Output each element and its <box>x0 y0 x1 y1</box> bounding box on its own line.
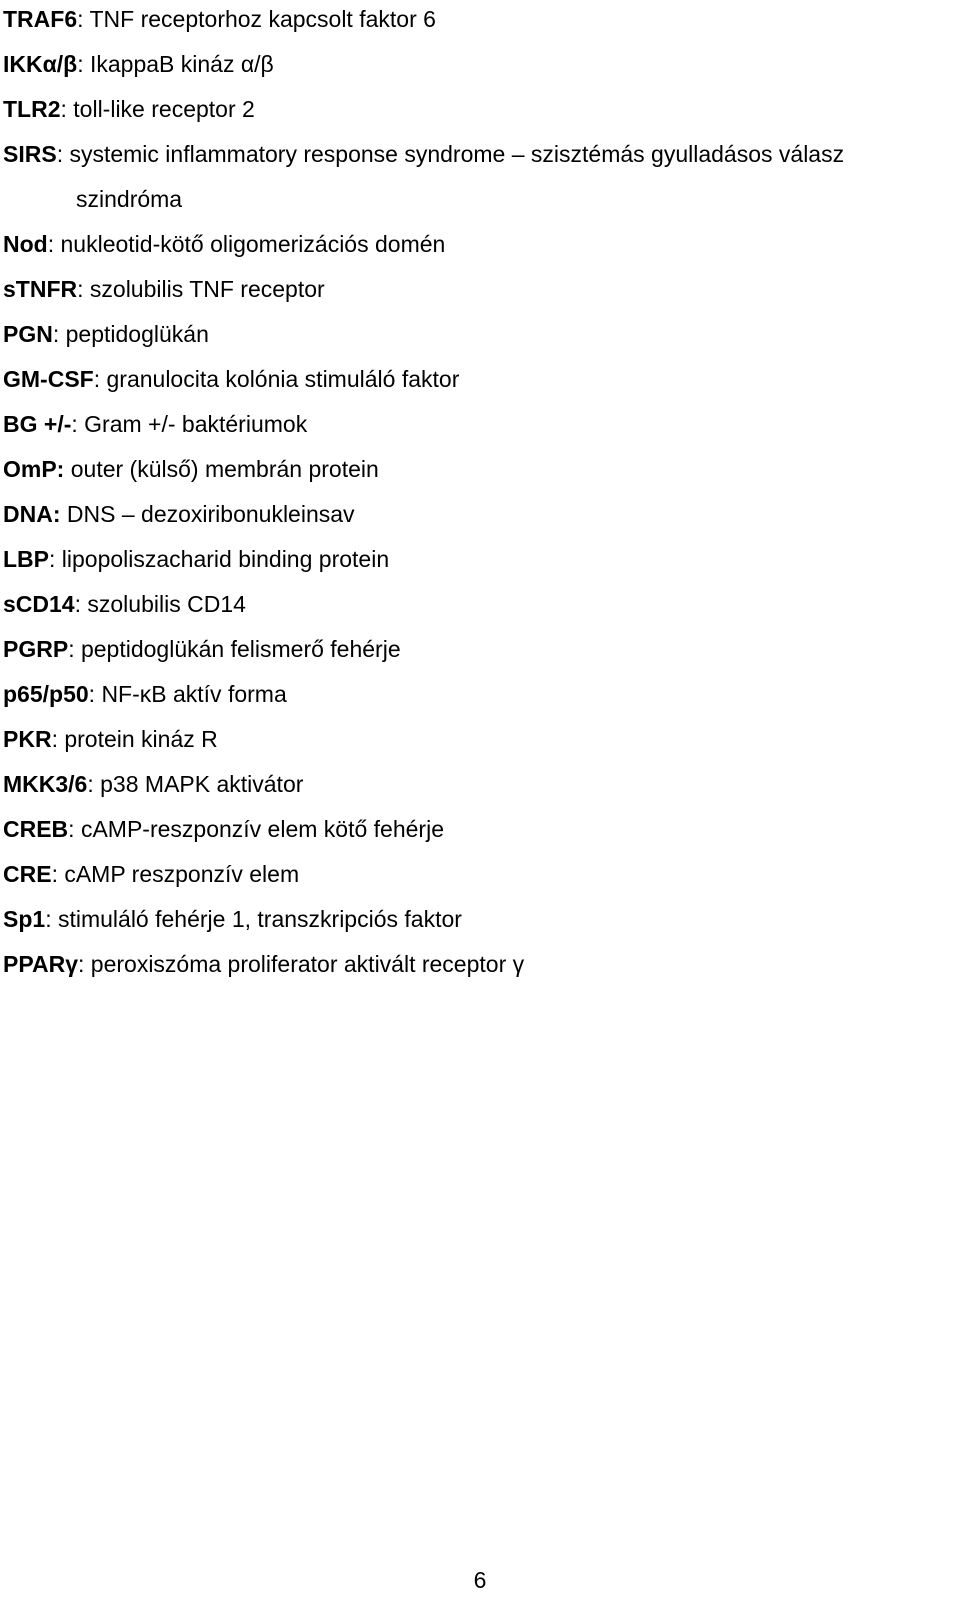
abbreviation-term: PKR <box>3 726 52 752</box>
abbreviation-definition: cAMP-reszponzív elem kötő fehérje <box>80 816 444 842</box>
abbreviation-entry <box>3 942 953 987</box>
abbreviation-term: TLR2 <box>3 96 61 122</box>
abbreviation-separator: : <box>51 861 65 887</box>
abbreviation-definition: NF-κB aktív forma <box>101 681 287 707</box>
abbreviation-term: OmP: <box>3 456 65 482</box>
abbreviation-entry <box>3 762 953 807</box>
abbreviation-term: MKK3/6 <box>3 771 88 797</box>
abbreviation-separator: : <box>49 546 62 572</box>
abbreviation-separator: : <box>60 96 74 122</box>
abbreviation-separator: : <box>56 141 70 167</box>
abbreviation-definition: DNS – dezoxiribonukleinsav <box>66 501 355 527</box>
abbreviation-entry <box>3 402 953 447</box>
abbreviation-definition: szolubilis TNF receptor <box>89 276 325 302</box>
abbreviation-list <box>3 0 953 987</box>
abbreviation-separator: : <box>77 276 90 302</box>
abbreviation-separator: : <box>68 636 81 662</box>
abbreviation-term: PGRP <box>3 636 69 662</box>
abbreviation-entry <box>3 717 953 762</box>
abbreviation-definition: outer (külső) membrán protein <box>70 456 379 482</box>
abbreviation-separator: : <box>68 816 81 842</box>
abbreviation-term: DNA: <box>3 501 61 527</box>
abbreviation-definition: stimuláló fehérje 1, transzkripciós faktor <box>57 906 462 932</box>
abbreviation-entry <box>3 267 953 312</box>
abbreviation-term: CREB <box>3 816 69 842</box>
abbreviation-definition: lipopoliszacharid binding protein <box>61 546 390 572</box>
abbreviation-separator: : <box>74 591 88 617</box>
abbreviation-definition: IkappaB kináz α/β <box>89 51 274 77</box>
abbreviation-term: PPARγ <box>3 951 78 977</box>
abbreviation-entry <box>3 582 953 627</box>
abbreviation-definition: Gram +/- baktériumok <box>84 411 308 437</box>
abbreviation-term: LBP <box>3 546 49 572</box>
abbreviation-term: GM-CSF <box>3 366 94 392</box>
abbreviation-definition: p38 MAPK aktivátor <box>100 771 304 797</box>
abbreviation-term: PGN <box>3 321 53 347</box>
abbreviation-definition: toll-like receptor 2 <box>73 96 255 122</box>
abbreviation-separator: : <box>52 321 66 347</box>
abbreviation-separator: : <box>71 411 85 437</box>
abbreviation-definition: granulocita kolónia stimuláló faktor <box>106 366 460 392</box>
abbreviation-entry <box>3 492 953 537</box>
abbreviation-term: sTNFR <box>3 276 78 302</box>
abbreviation-entry <box>3 672 953 717</box>
abbreviation-definition: protein kináz R <box>64 726 218 752</box>
abbreviation-entry <box>3 357 953 402</box>
abbreviation-definition: peptidoglükán felismerő fehérje <box>80 636 401 662</box>
abbreviation-entry <box>3 852 953 897</box>
abbreviation-definition: peptidoglükán <box>65 321 209 347</box>
abbreviation-entry <box>3 42 953 87</box>
abbreviation-entry <box>3 447 953 492</box>
abbreviation-definition: szolubilis CD14 <box>87 591 246 617</box>
abbreviation-term: TRAF6 <box>3 6 78 32</box>
abbreviation-entry <box>3 87 953 132</box>
abbreviation-definition: peroxiszóma proliferator aktivált receptor γ <box>90 951 525 977</box>
abbreviation-entry <box>3 132 946 222</box>
abbreviation-term: BG +/- <box>3 411 72 437</box>
abbreviation-entry <box>3 222 953 267</box>
abbreviation-separator: : <box>87 771 101 797</box>
abbreviation-separator: : <box>88 681 102 707</box>
abbreviation-term: p65/p50 <box>3 681 89 707</box>
abbreviation-term: sCD14 <box>3 591 75 617</box>
abbreviation-term: CRE <box>3 861 52 887</box>
abbreviation-term: Sp1 <box>3 906 46 932</box>
abbreviation-separator: : <box>77 6 90 32</box>
page-number: 6 <box>473 1567 487 1593</box>
abbreviation-definition: systemic inflammatory response syndrome – szisztémás gyulladásos válasz szindróma <box>69 141 845 212</box>
abbreviation-separator: : <box>78 951 91 977</box>
abbreviation-entry <box>3 312 953 357</box>
abbreviation-separator: : <box>77 51 90 77</box>
abbreviation-entry <box>3 897 953 942</box>
abbreviation-separator: : <box>93 366 107 392</box>
abbreviation-definition: nukleotid-kötő oligomerizációs domén <box>60 231 446 257</box>
abbreviation-separator: : <box>45 906 58 932</box>
abbreviation-term: SIRS <box>3 141 57 167</box>
abbreviation-definition: cAMP reszponzív elem <box>64 861 300 887</box>
abbreviation-separator: : <box>51 726 65 752</box>
abbreviation-definition: TNF receptorhoz kapcsolt faktor 6 <box>89 6 436 32</box>
abbreviation-entry <box>3 807 953 852</box>
abbreviation-entry <box>3 0 953 42</box>
abbreviation-term: IKKα/β <box>3 51 78 77</box>
abbreviation-entry <box>3 627 953 672</box>
abbreviation-separator: : <box>47 231 61 257</box>
abbreviation-entry <box>3 537 953 582</box>
abbreviation-term: Nod <box>3 231 48 257</box>
